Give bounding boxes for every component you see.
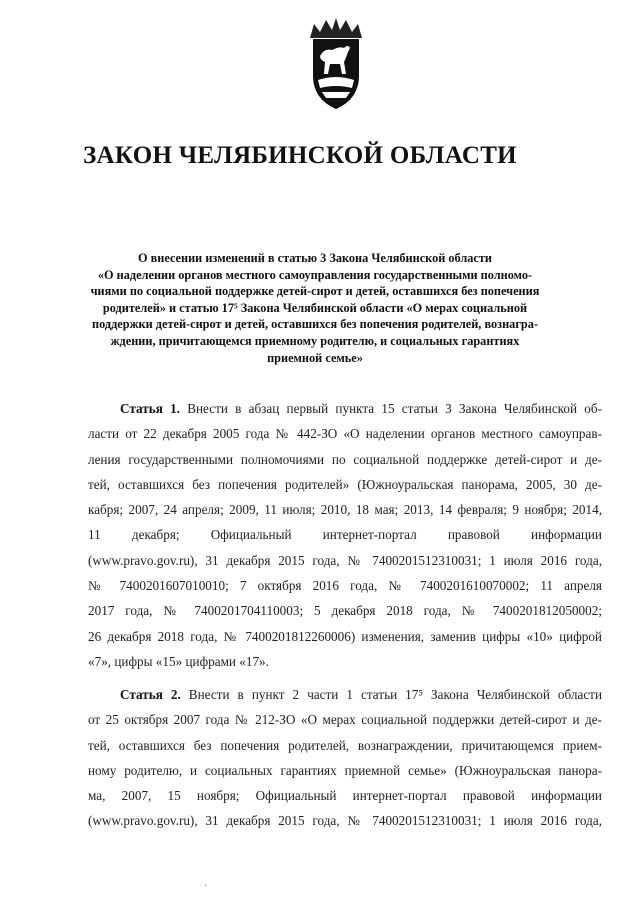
article-1-text: Внести в абзац первый пункта 15 статьи 3 Закона Челябинской об- [179,401,602,416]
article-1-heading: Статья 1. [120,401,180,416]
article-line: тей, оставшихся без попечения родителей, вознаграждении, причитающемся прием- [88,737,602,753]
article-2-heading: Статья 2. [120,687,181,702]
article-line: ласти от 22 декабря 2005 года № 442-ЗО «О наделении органов местного самоуправ- [88,426,602,442]
subtitle-line: родителей» и статью 17⁵ Закона Челябинской области «О мерах социальной [102,300,528,315]
article-2-text: Внести в пункт 2 части 1 статьи 17⁵ Закона Челябинской области [180,687,602,702]
article-line: (www.pravo.gov.ru), 31 декабря 2015 года, № 7400201512310031; 1 июля 2016 года, [88,813,602,829]
article-line: 26 декабря 2018 года, № 7400201812260006) изменения, заменив цифры «10» цифрой [88,628,602,644]
article-line: тей, оставшихся без попечения родителей» (Южноуральская панорама, 2005, 30 де- [88,476,602,492]
subtitle-line: приемной семье» [267,350,363,365]
article-1 [88,396,602,674]
article-line: 2017 года, № 7400201704110003; 5 декабря 2018 года, № 7400201812050002; [88,603,602,619]
article-line: ма, 2007, 15 ноября; Официальный интернет-портал правовой информации [88,788,602,804]
subtitle-line: поддержки детей-сирот и детей, оставшихся без попечения родителей, вознагра- [91,317,538,332]
article-line: № 7400201607010010; 7 октября 2016 года, № 7400201610070002; 11 апреля [88,578,602,594]
law-subtitle [80,250,550,366]
subtitle-line: чиями по социальной поддержке детей-сирот и детей, оставшихся без попечения [90,284,540,299]
article-2 [88,682,602,834]
subtitle-line: ждении, причитающемся приемному родителю, и социальных гарантиях [110,333,520,348]
scan-speck [205,885,206,886]
article-line: (www.pravo.gov.ru), 31 декабря 2015 года, № 7400201512310031; 1 июля 2016 года, [88,552,602,568]
article-line: ному родителю, и социальных гарантиях приемной семье» (Южноуральская панора- [88,762,602,778]
subtitle-line: О внесении изменений в статью 3 Закона Челябинской области [137,251,493,265]
article-line: «7», цифры «15» цифрами «17». [88,653,269,669]
coat-of-arms-icon [300,18,372,110]
article-1-first-line [88,396,602,421]
article-line: от 25 октября 2007 года № 212-ЗО «О мерах социальной поддержки детей-сирот и де- [88,712,602,728]
article-line: кабря; 2007, 24 апреля; 2009, 11 июля; 2010, 18 мая; 2013, 14 февраля; 9 ноября; 2014, [88,502,602,518]
document-title: ЗАКОН ЧЕЛЯБИНСКОЙ ОБЛАСТИ [83,142,517,169]
article-line: ления государственными полномочиями по социальной поддержке детей-сирот и де- [88,451,602,467]
subtitle-line: «О наделении органов местного самоуправления государственными полномо- [97,267,533,282]
article-line: 11 декабря; Официальный интернет-портал правовой информации [88,527,602,543]
article-2-first-line [88,682,602,707]
